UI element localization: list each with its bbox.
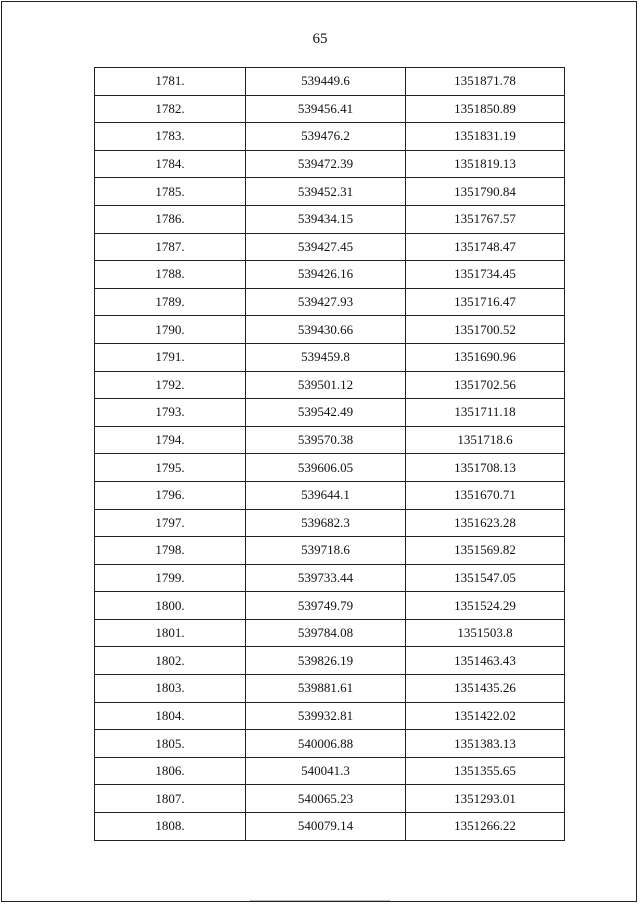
- point-number-cell: 1782.: [95, 95, 246, 123]
- table-row: [95, 288, 565, 316]
- x-coordinate-cell: 539452.31: [246, 178, 406, 206]
- y-coordinate-cell: 1351871.78: [406, 68, 565, 96]
- point-number-cell: 1788.: [95, 261, 246, 289]
- page-number: 65: [312, 31, 328, 47]
- y-coordinate-cell: 1351266.22: [406, 813, 565, 841]
- x-coordinate-cell: 539449.6: [246, 68, 406, 96]
- table-row: [95, 205, 565, 233]
- y-coordinate-cell: 1351623.28: [406, 509, 565, 537]
- table-row: [95, 675, 565, 703]
- y-coordinate-cell: 1351524.29: [406, 592, 565, 620]
- x-coordinate-cell: 539434.15: [246, 205, 406, 233]
- table-row: [95, 813, 565, 841]
- y-coordinate-cell: 1351547.05: [406, 564, 565, 592]
- x-coordinate-cell: 539427.45: [246, 233, 406, 261]
- x-coordinate-cell: 539644.1: [246, 481, 406, 509]
- point-number-cell: 1803.: [95, 675, 246, 703]
- point-number-cell: 1805.: [95, 730, 246, 758]
- y-coordinate-cell: 1351767.57: [406, 205, 565, 233]
- x-coordinate-cell: 539784.08: [246, 619, 406, 647]
- table-row: [95, 509, 565, 537]
- y-coordinate-cell: 1351716.47: [406, 288, 565, 316]
- y-coordinate-cell: 1351700.52: [406, 316, 565, 344]
- point-number-cell: 1783.: [95, 123, 246, 151]
- point-number-cell: 1792.: [95, 371, 246, 399]
- y-coordinate-cell: 1351383.13: [406, 730, 565, 758]
- x-coordinate-cell: 539542.49: [246, 399, 406, 427]
- x-coordinate-cell: 539430.66: [246, 316, 406, 344]
- table-row: [95, 150, 565, 178]
- y-coordinate-cell: 1351850.89: [406, 95, 565, 123]
- y-coordinate-cell: 1351670.71: [406, 481, 565, 509]
- scan-edge-mark: [250, 900, 390, 901]
- y-coordinate-cell: 1351748.47: [406, 233, 565, 261]
- x-coordinate-cell: 539476.2: [246, 123, 406, 151]
- point-number-cell: 1789.: [95, 288, 246, 316]
- table-row: [95, 426, 565, 454]
- table-row: [95, 757, 565, 785]
- y-coordinate-cell: 1351422.02: [406, 702, 565, 730]
- table-row: [95, 730, 565, 758]
- x-coordinate-cell: 539733.44: [246, 564, 406, 592]
- x-coordinate-cell: 539749.79: [246, 592, 406, 620]
- table-row: [95, 702, 565, 730]
- point-number-cell: 1804.: [95, 702, 246, 730]
- point-number-cell: 1806.: [95, 757, 246, 785]
- table-row: [95, 261, 565, 289]
- x-coordinate-cell: 539501.12: [246, 371, 406, 399]
- point-number-cell: 1790.: [95, 316, 246, 344]
- table-row: [95, 785, 565, 813]
- table-row: [95, 537, 565, 565]
- table-row: [95, 481, 565, 509]
- point-number-cell: 1798.: [95, 537, 246, 565]
- y-coordinate-cell: 1351708.13: [406, 454, 565, 482]
- point-number-cell: 1802.: [95, 647, 246, 675]
- table-row: [95, 454, 565, 482]
- x-coordinate-cell: 539426.16: [246, 261, 406, 289]
- point-number-cell: 1797.: [95, 509, 246, 537]
- table-row: [95, 233, 565, 261]
- point-number-cell: 1785.: [95, 178, 246, 206]
- point-number-cell: 1794.: [95, 426, 246, 454]
- x-coordinate-cell: 540065.23: [246, 785, 406, 813]
- table-row: [95, 68, 565, 96]
- x-coordinate-cell: 539718.6: [246, 537, 406, 565]
- table-row: [95, 647, 565, 675]
- point-number-cell: 1808.: [95, 813, 246, 841]
- y-coordinate-cell: 1351711.18: [406, 399, 565, 427]
- x-coordinate-cell: 539606.05: [246, 454, 406, 482]
- table-row: [95, 371, 565, 399]
- x-coordinate-cell: 539570.38: [246, 426, 406, 454]
- x-coordinate-cell: 539427.93: [246, 288, 406, 316]
- table-row: [95, 178, 565, 206]
- point-number-cell: 1807.: [95, 785, 246, 813]
- coordinates-table-body: [95, 68, 565, 841]
- table-row: [95, 592, 565, 620]
- y-coordinate-cell: 1351355.65: [406, 757, 565, 785]
- point-number-cell: 1793.: [95, 399, 246, 427]
- point-number-cell: 1784.: [95, 150, 246, 178]
- point-number-cell: 1791.: [95, 343, 246, 371]
- y-coordinate-cell: 1351734.45: [406, 261, 565, 289]
- y-coordinate-cell: 1351718.6: [406, 426, 565, 454]
- y-coordinate-cell: 1351790.84: [406, 178, 565, 206]
- x-coordinate-cell: 539682.3: [246, 509, 406, 537]
- y-coordinate-cell: 1351702.56: [406, 371, 565, 399]
- table-row: [95, 123, 565, 151]
- table-row: [95, 95, 565, 123]
- y-coordinate-cell: 1351569.82: [406, 537, 565, 565]
- x-coordinate-cell: 540041.3: [246, 757, 406, 785]
- x-coordinate-cell: 539472.39: [246, 150, 406, 178]
- table-row: [95, 564, 565, 592]
- y-coordinate-cell: 1351463.43: [406, 647, 565, 675]
- y-coordinate-cell: 1351831.19: [406, 123, 565, 151]
- x-coordinate-cell: 539932.81: [246, 702, 406, 730]
- table-row: [95, 343, 565, 371]
- y-coordinate-cell: 1351690.96: [406, 343, 565, 371]
- table-row: [95, 316, 565, 344]
- point-number-cell: 1799.: [95, 564, 246, 592]
- x-coordinate-cell: 539456.41: [246, 95, 406, 123]
- table-row: [95, 399, 565, 427]
- x-coordinate-cell: 540079.14: [246, 813, 406, 841]
- point-number-cell: 1796.: [95, 481, 246, 509]
- y-coordinate-cell: 1351503.8: [406, 619, 565, 647]
- y-coordinate-cell: 1351819.13: [406, 150, 565, 178]
- coordinates-table: [94, 67, 565, 841]
- point-number-cell: 1787.: [95, 233, 246, 261]
- point-number-cell: 1801.: [95, 619, 246, 647]
- point-number-cell: 1800.: [95, 592, 246, 620]
- point-number-cell: 1786.: [95, 205, 246, 233]
- point-number-cell: 1781.: [95, 68, 246, 96]
- x-coordinate-cell: 539459.8: [246, 343, 406, 371]
- x-coordinate-cell: 539826.19: [246, 647, 406, 675]
- point-number-cell: 1795.: [95, 454, 246, 482]
- x-coordinate-cell: 539881.61: [246, 675, 406, 703]
- y-coordinate-cell: 1351293.01: [406, 785, 565, 813]
- table-row: [95, 619, 565, 647]
- y-coordinate-cell: 1351435.26: [406, 675, 565, 703]
- x-coordinate-cell: 540006.88: [246, 730, 406, 758]
